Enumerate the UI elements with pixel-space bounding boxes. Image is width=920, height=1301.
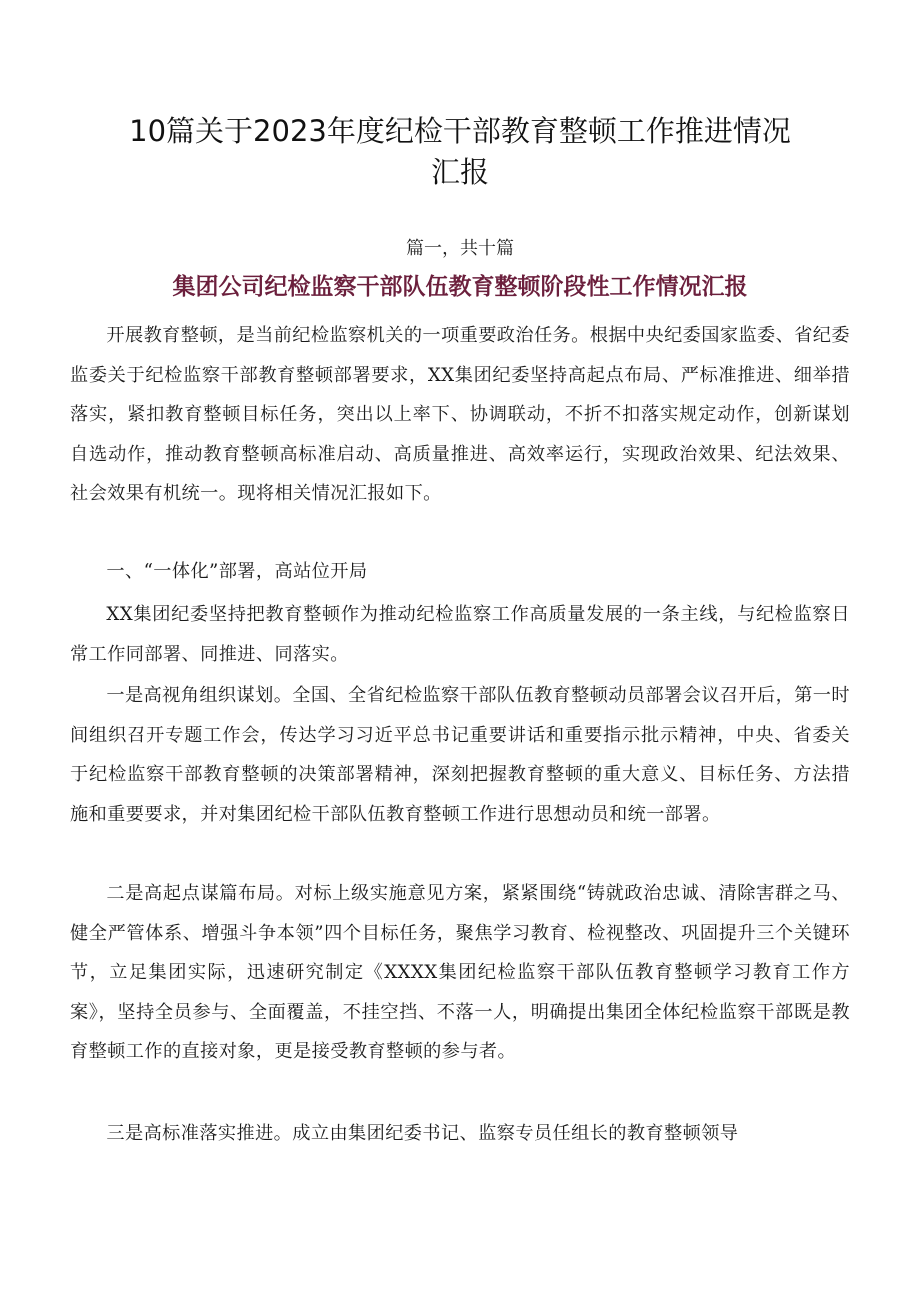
paragraph-point-2: 二是高起点谋篇布局。对标上级实施意见方案，紧紧围绕“铸就政治忠诚、清除害群之马、健全严管体系、增强斗争本领”四个目标任务，聚焦学习教育、检视整改、巩固提升三个关键环节，立足集团实际，迅速研究制定《XXXX集团纪检监察干部队伍教育整顿学习教育工作方案》，坚持全员参与、全面覆盖，不挂空挡、不落一人，明确提出集团全体纪检监察干部既是教育整顿工作的直接对象，更是接受教育整顿的参与者。	[70, 883, 850, 1063]
paragraph-point-3: 三是高标准落实推进。成立由集团纪委书记、监察专员任组长的教育整顿领导	[106, 1123, 739, 1144]
paragraph-main-line: XX集团纪委坚持把教育整顿作为推动纪检监察工作高质量发展的一条主线，与纪检监察日常工作同部署、同推进、同落实。	[70, 604, 850, 665]
document-title-line-1: 10篇关于2023年度纪检干部教育整顿工作推进情况	[129, 114, 791, 148]
paragraph-point-1: 一是高视角组织谋划。全国、全省纪检监察干部队伍教育整顿动员部署会议召开后，第一时间组织召开专题工作会，传达学习习近平总书记重要讲话和重要指示批示精神，中央、省委关于纪检监察干部教育整顿的决策部署精神，深刻把握教育整顿的重大意义、目标任务、方法措施和重要要求，并对集团纪检干部队伍教育整顿工作进行思想动员和统一部署。	[70, 685, 850, 825]
section-label: 篇一，共十篇	[406, 238, 514, 259]
document-title-line-2: 汇报	[430, 155, 489, 189]
article-title: 集团公司纪检监察干部队伍教育整顿阶段性工作情况汇报	[172, 274, 748, 300]
paragraph-intro: 开展教育整顿，是当前纪检监察机关的一项重要政治任务。根据中央纪委国家监委、省纪委监委关于纪检监察干部教育整顿部署要求，XX集团纪委坚持高起点布局、严标准推进、细举措落实，紧扣教育整顿目标任务，突出以上率下、协调联动，不折不扣落实规定动作，创新谋划自选动作，推动教育整顿高标准启动、高质量推进、高效率运行，实现政治效果、纪法效果、社会效果有机统一。现将相关情况汇报如下。	[70, 325, 850, 505]
paragraph-heading-1: 一、“一体化”部署，高站位开局	[106, 561, 368, 582]
